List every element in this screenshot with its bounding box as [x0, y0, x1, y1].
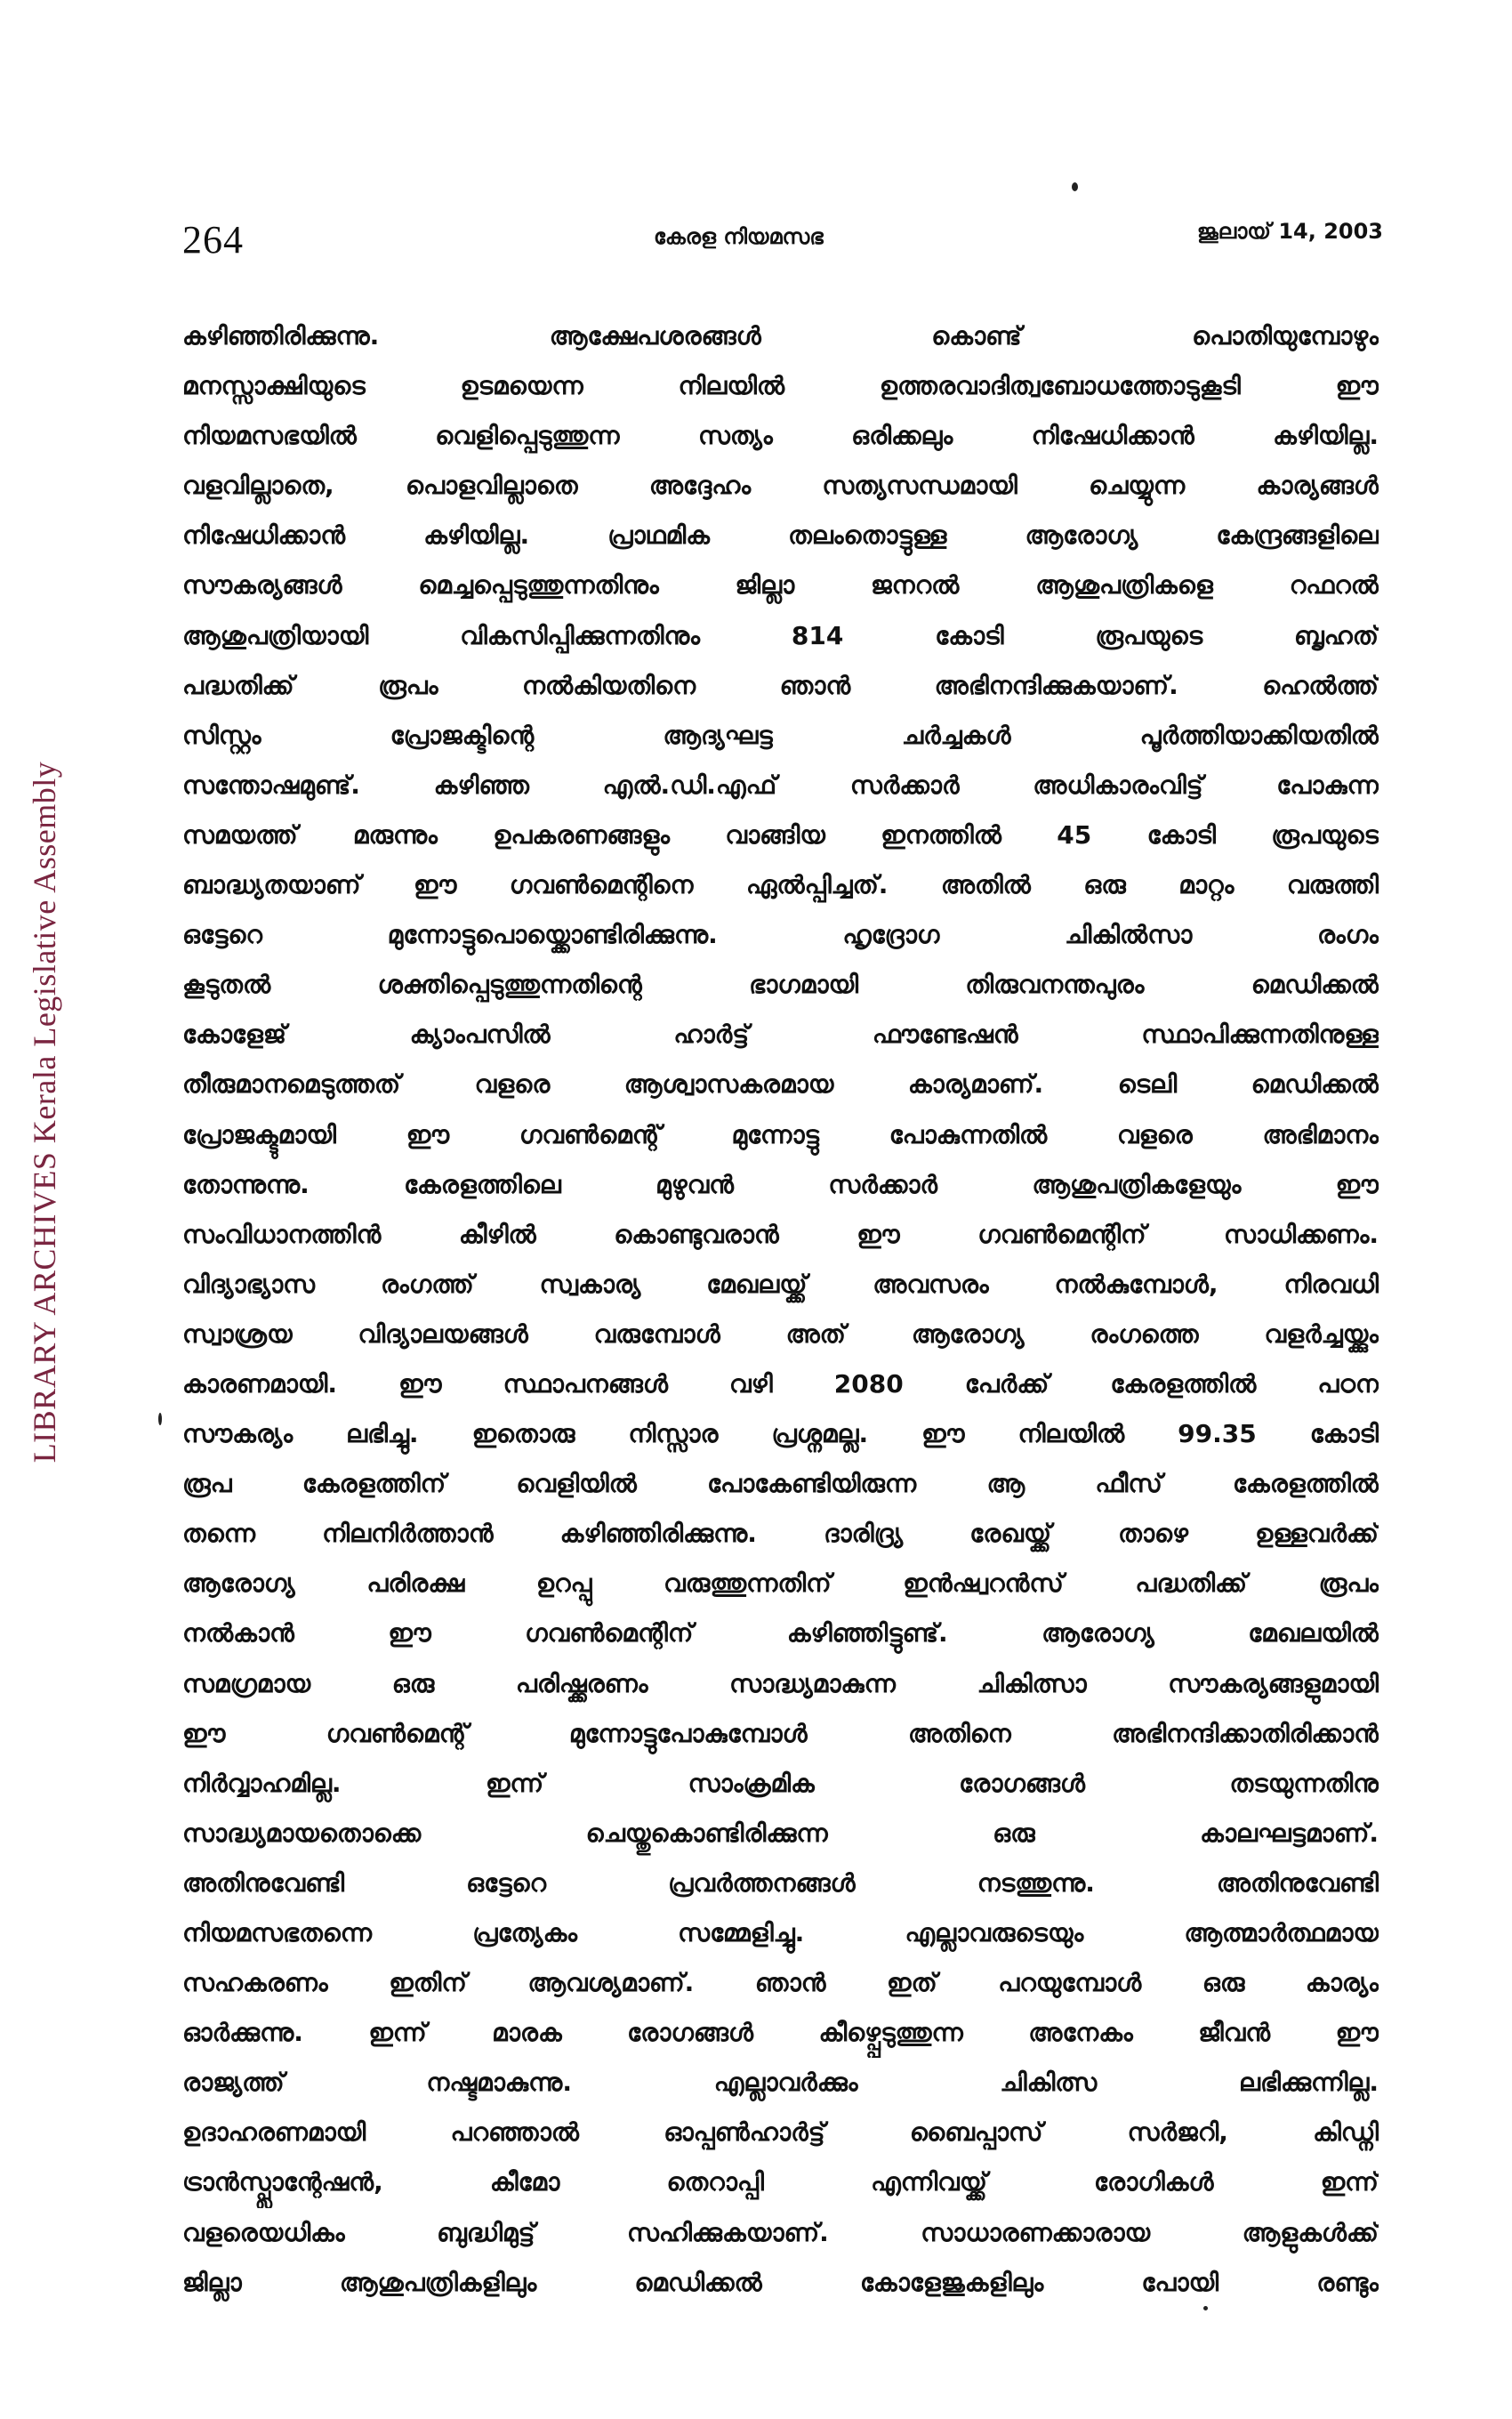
text-line: ട്രാൻസ്പ്ലാന്റേഷൻ, കീമോ തെറാപ്പി എന്നിവയ്ക്ക് രോഗികൾ ഇന്ന്	[182, 2167, 1379, 2197]
text-line: പദ്ധതിക്ക് രൂപം നൽകിയതിനെ ഞാൻ അഭിനന്ദിക്കുകയാണ്. ഹെൽത്ത്	[182, 670, 1379, 700]
text-line: മനസ്സാക്ഷിയുടെ ഉടമയെന്ന നിലയിൽ ഉത്തരവാദിത്വബോധത്തോടുകൂടി ഈ	[182, 371, 1379, 401]
header-date: ജൂലായ് 14, 2003	[1196, 219, 1383, 244]
text-line: രൂപ കേരളത്തിന് വെളിയിൽ പോകേണ്ടിയിരുന്ന ആ ഫീസ് കേരളത്തിൽ	[182, 1469, 1379, 1499]
text-line: കൂടുതൽ ശക്തിപ്പെടുത്തുന്നതിന്റെ ഭാഗമായി തിരുവനന്തപുരം മെഡിക്കൽ	[182, 970, 1379, 1000]
text-line: ഒട്ടേറെ മുന്നോട്ടുപൊയ്ക്കൊണ്ടിരിക്കുന്നു. ഹൃദ്രോഗ ചികിൽസാ രംഗം	[182, 920, 1379, 950]
text-line: സന്തോഷമുണ്ട്. കഴിഞ്ഞ എൽ.ഡി.എഫ് സർക്കാർ അധികാരംവിട്ട് പോകുന്ന	[182, 770, 1379, 800]
text-line: രാജ്യത്ത് നഷ്ടമാകുന്നു. എല്ലാവർക്കും ചികിത്സ ലഭിക്കുന്നില്ല.	[182, 2068, 1379, 2098]
text-line: തീരുമാനമെടുത്തത് വളരെ ആശ്വാസകരമായ കാര്യമാണ്. ടെലി മെഡിക്കൽ	[182, 1069, 1379, 1100]
text-line: കോളേജ് ക്യാംപസിൽ ഹാർട്ട് ഫൗണ്ടേഷൻ സ്ഥാപിക്കുന്നതിനുള്ള	[182, 1020, 1379, 1050]
text-line: സമഗ്രമായ ഒരു പരിഷ്ക്കരണം സാദ്ധ്യമാകുന്ന ചികിത്സാ സൗകര്യങ്ങളുമായി	[182, 1668, 1379, 1698]
text-line: ഓർക്കുന്നു. ഇന്ന് മാരക രോഗങ്ങൾ കീഴ്പ്പെടുത്തുന്ന അനേകം ജീവൻ ഈ	[182, 2018, 1379, 2048]
running-title: കേരള നിയമസഭ	[654, 224, 824, 249]
text-line: കഴിഞ്ഞിരിക്കുന്നു. ആക്ഷേപശരങ്ങൾ കൊണ്ട് പൊതിയുമ്പോഴും	[182, 321, 1379, 351]
scan-speck	[1203, 2306, 1208, 2310]
text-line: ബാദ്ധ്യതയാണ് ഈ ഗവൺമെന്റിനെ ഏൽപ്പിച്ചത്. അതിൽ ഒരു മാറ്റം വരുത്തി	[182, 870, 1379, 900]
text-line: സിസ്റ്റം പ്രോജക്ടിന്റെ ആദ്യഘട്ട ചർച്ചകൾ പൂർത്തിയാക്കിയതിൽ	[182, 720, 1379, 750]
text-line: നിയമസഭതന്നെ പ്രത്യേകം സമ്മേളിച്ചു. എല്ലാവരുടെയും ആത്മാർത്ഥമായ	[182, 1918, 1379, 1947]
text-line: തോന്നുന്നു. കേരളത്തിലെ മുഴുവൻ സർക്കാർ ആശുപത്രികളേയും ഈ	[182, 1169, 1379, 1199]
text-line: സഹകരണം ഇതിന് ആവശ്യമാണ്. ഞാൻ ഇത് പറയുമ്പോൾ ഒരു കാര്യം	[182, 1968, 1379, 1998]
text-line: അതിനുവേണ്ടി ഒട്ടേറെ പ്രവർത്തനങ്ങൾ നടത്തുന്നു. അതിനുവേണ്ടി	[182, 1867, 1379, 1898]
text-line: നിഷേധിക്കാൻ കഴിയില്ല. പ്രാഥമിക തലംതൊട്ടുള്ള ആരോഗ്യ കേന്ദ്രങ്ങളിലെ	[182, 520, 1379, 551]
text-line: നിയമസഭയിൽ വെളിപ്പെടുത്തുന്ന സത്യം ഒരിക്കലും നിഷേധിക്കാൻ കഴിയില്ല.	[182, 421, 1379, 451]
body-text	[182, 311, 1379, 2308]
text-line: സാദ്ധ്യമായതൊക്കെ ചെയ്തുകൊണ്ടിരിക്കുന്ന ഒരു കാലഘട്ടമാണ്.	[182, 1818, 1379, 1848]
text-line: നൽകാൻ ഈ ഗവൺമെന്റിന് കഴിഞ്ഞിട്ടുണ്ട്. ആരോഗ്യ മേഖലയിൽ	[182, 1618, 1379, 1649]
text-line: തന്നെ നിലനിർത്താൻ കഴിഞ്ഞിരിക്കുന്നു. ദാരിദ്ര്യ രേഖയ്ക്ക് താഴെ ഉള്ളവർക്ക്	[182, 1519, 1379, 1549]
text-line: സൗകര്യം ലഭിച്ചു. ഇതൊരു നിസ്സാര പ്രശ്നമല്ല. ഈ നിലയിൽ 99.35 കോടി	[182, 1419, 1379, 1449]
page-header	[182, 214, 1383, 276]
scan-speck	[158, 1413, 162, 1425]
text-line: നിർവ്വാഹമില്ല. ഇന്ന് സാംക്രമിക രോഗങ്ങൾ തടയുന്നതിനു	[182, 1768, 1379, 1798]
text-line: സൗകര്യങ്ങൾ മെച്ചപ്പെടുത്തുന്നതിനും ജില്ലാ ജനറൽ ആശുപത്രികളെ റഫറൽ	[182, 570, 1379, 601]
text-line: കാരണമായി. ഈ സ്ഥാപനങ്ങൾ വഴി 2080 പേർക്ക് കേരളത്തിൽ പഠന	[182, 1368, 1379, 1399]
text-line: വളവില്ലാതെ, പൊളവില്ലാതെ അദ്ദേഹം സത്യസന്ധമായി ചെയ്യുന്ന കാര്യങ്ങൾ	[182, 471, 1379, 501]
text-line: പ്രോജക്ടുമായി ഈ ഗവൺമെന്റ് മുന്നോട്ടു പോകുന്നതിൽ വളരെ അഭിമാനം	[182, 1119, 1379, 1149]
page-number: 264	[182, 218, 244, 262]
text-line: സ്വാശ്രയ വിദ്യാലയങ്ങൾ വരുമ്പോൾ അത് ആരോഗ്യ രംഗത്തെ വളർച്ചയ്ക്കും	[182, 1318, 1379, 1349]
text-line: വളരെയധികം ബുദ്ധിമുട്ട് സഹിക്കുകയാണ്. സാധാരണക്കാരായ ആളുകൾക്ക്	[182, 2217, 1379, 2247]
text-line: സമയത്ത് മരുന്നും ഉപകരണങ്ങളും വാങ്ങിയ ഇനത്തിൽ 45 കോടി രൂപയുടെ	[182, 819, 1379, 850]
text-line: വിദ്യാഭ്യാസ രംഗത്ത് സ്വകാര്യ മേഖലയ്ക്ക് അവസരം നൽകുമ്പോൾ, നിരവധി	[182, 1269, 1379, 1299]
archive-watermark-text: LIBRARY ARCHIVES Kerala Legislative Assembly	[27, 761, 62, 1463]
text-line: ഈ ഗവൺമെന്റ് മുന്നോട്ടുപോകുമ്പോൾ അതിനെ അഭിനന്ദിക്കാതിരിക്കാൻ	[182, 1718, 1379, 1748]
text-line: ജില്ലാ ആശുപത്രികളിലും മെഡിക്കൽ കോളേജുകളിലും പോയി രണ്ടും	[182, 2267, 1379, 2297]
text-line: സംവിധാനത്തിൻ കീഴിൽ കൊണ്ടുവരാൻ ഈ ഗവൺമെന്റിന് സാധിക്കണം.	[182, 1219, 1379, 1249]
text-line: ആശുപത്രിയായി വികസിപ്പിക്കുന്നതിനും 814 കോടി രൂപയുടെ ബൃഹത്	[182, 620, 1379, 650]
text-line: ഉദാഹരണമായി പറഞ്ഞാൽ ഓപ്പൺഹാർട്ട് ബൈപ്പാസ് സർജറി, കിഡ്നി	[182, 2117, 1379, 2148]
text-line: ആരോഗ്യ പരിരക്ഷ ഉറപ്പു വരുത്തുന്നതിന് ഇൻഷ്വറൻസ് പദ്ധതിക്ക് രൂപം	[182, 1568, 1379, 1599]
scan-speck	[1072, 182, 1078, 191]
